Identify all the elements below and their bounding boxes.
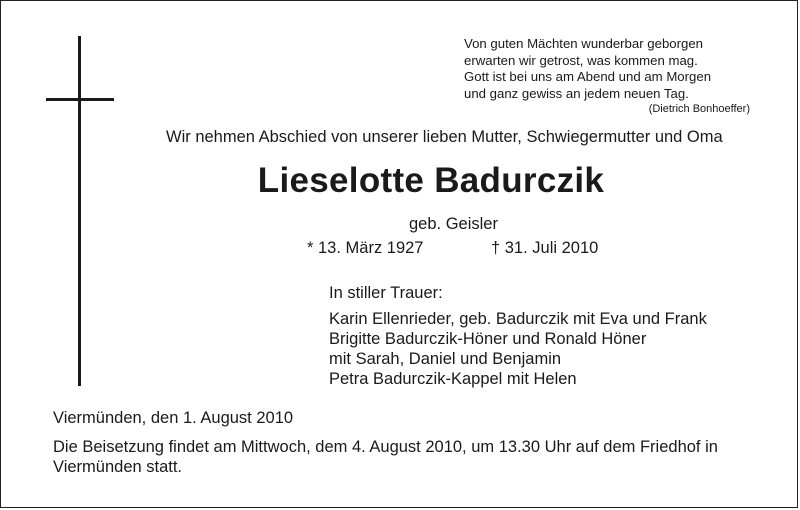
mourner-line: Brigitte Badurczik-Höner und Ronald Höner — [329, 330, 647, 348]
mourners-list — [329, 283, 789, 389]
poem-author: (Dietrich Bonhoeffer) — [648, 103, 750, 115]
deceased-name: Lieselotte Badurczik — [257, 161, 605, 200]
poem-line: Von guten Mächten wunderbar geborgen — [464, 36, 704, 51]
poem-line: Gott ist bei uns am Abend und am Morgen — [464, 69, 712, 84]
poem-line: erwarten wir getrost, was kommen mag. — [464, 52, 698, 68]
mourner-line: mit Sarah, Daniel und Benjamin — [329, 350, 562, 368]
maiden-name: geb. Geisler — [409, 215, 498, 233]
birth-date: * 13. März 1927 — [307, 239, 424, 257]
death-date: † 31. Juli 2010 — [491, 239, 599, 257]
mourner-line: Karin Ellenrieder, geb. Badurczik mit Eva und Frank — [329, 310, 707, 328]
poem-line: und ganz gewiss an jedem neuen Tag. — [464, 85, 689, 101]
funeral-announcement: Die Beisetzung findet am Mittwoch, dem 4. August 2010, um 13.30 Uhr auf dem Friedhof in Viermünden statt. — [53, 438, 718, 476]
place-and-date: Viermünden, den 1. August 2010 — [53, 409, 294, 427]
cross-icon-horizontal-bar — [46, 98, 114, 101]
farewell-intro: Wir nehmen Abschied von unserer lieben Mutter, Schwiegermutter und Oma — [166, 128, 723, 146]
cross-icon-vertical-bar — [78, 36, 81, 386]
mourners-heading: In stiller Trauer: — [329, 284, 443, 302]
poem-quote — [464, 36, 764, 117]
mourner-line: Petra Badurczik-Kappel mit Helen — [329, 370, 577, 388]
